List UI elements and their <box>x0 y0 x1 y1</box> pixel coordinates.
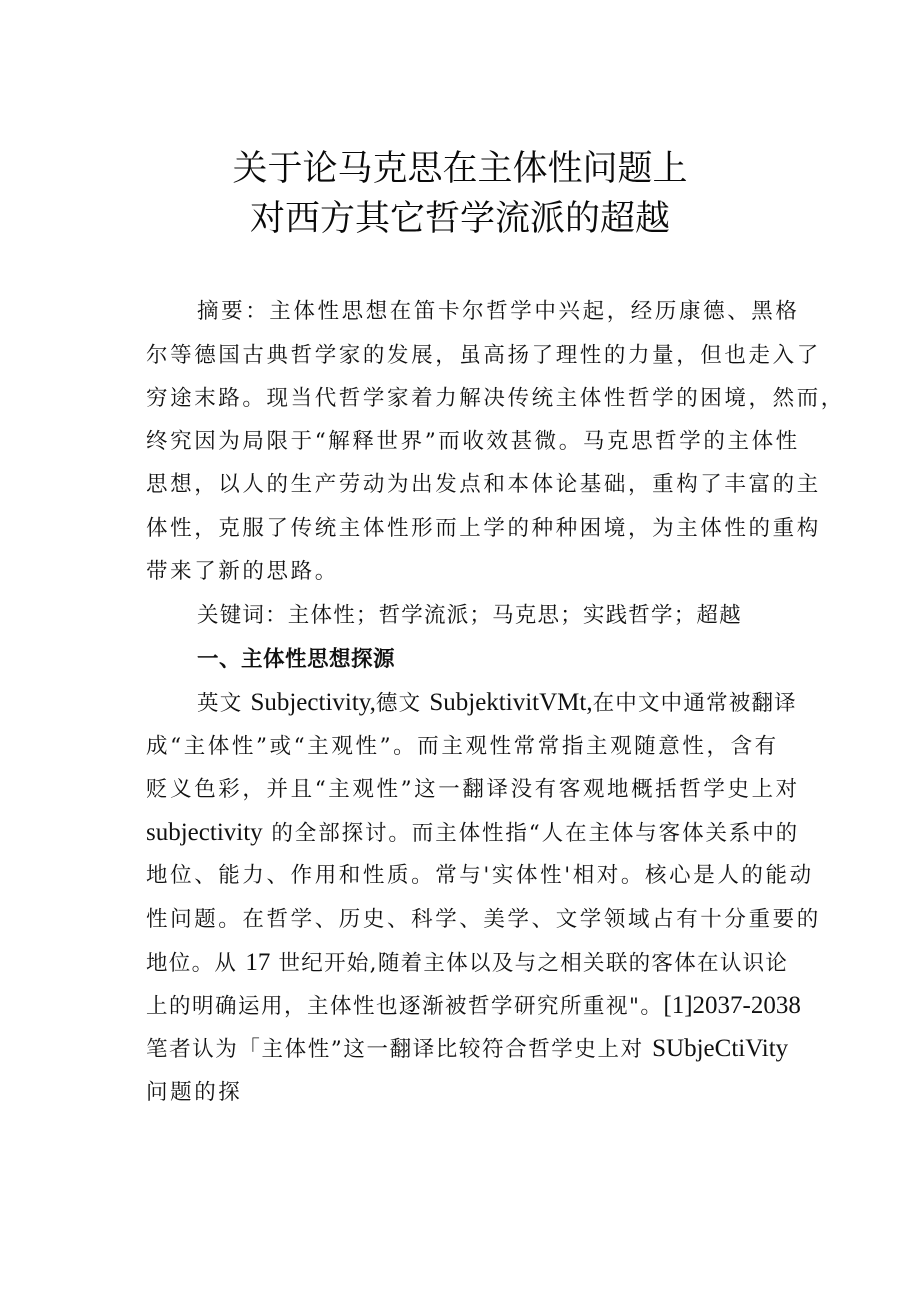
latin-term: SUbjeCtiVity <box>652 1035 789 1062</box>
body-text: 世纪开始,随着主体以及与之相关联的客体在认识论 <box>278 951 789 976</box>
abstract-line-7: 带来了新的思路。 <box>146 559 339 584</box>
body-text: 在中文中通常被翻译 <box>592 691 797 716</box>
abstract-line-3: 穷途末路。现当代哲学家着力解决传统主体性哲学的困境，然而， <box>146 386 845 411</box>
body-text: 笔者认为「主体性”这一翻译比较符合哲学史上对 <box>146 1037 644 1062</box>
latin-term: subjectivity <box>146 819 263 846</box>
body-text: 上的明确运用，主体性也逐渐被哲学研究所重视"。 <box>146 994 664 1019</box>
body-line-10: 问题的探 <box>146 1080 243 1105</box>
body-line-5: 地位、能力、作用和性质。常与'实体性'相对。核心是人的能动 <box>146 863 814 888</box>
section-heading: 一、主体性思想探源 <box>197 647 396 672</box>
body-line-6: 性问题。在哲学、历史、科学、美学、文学领域占有十分重要的 <box>146 907 821 932</box>
body-text: 的全部探讨。而主体性指“人在主体与客体关系中的 <box>271 821 800 846</box>
abstract-line-5: 思想，以人的生产劳动为出发点和本体论基础，重构了丰富的主 <box>146 472 821 497</box>
body-line-9 <box>146 1034 806 1065</box>
body-line-4 <box>146 818 806 849</box>
latin-term: SubjektivitVMt, <box>429 689 593 716</box>
citation: [1]2037-2038 <box>663 992 801 1019</box>
body-text: 德文 <box>375 691 422 716</box>
body-text: 地位。从 <box>146 951 238 976</box>
body-line-7 <box>146 948 806 979</box>
abstract-line-6: 体性，克服了传统主体性形而上学的种种困境，为主体性的重构 <box>146 516 821 541</box>
body-line-1 <box>197 688 806 719</box>
latin-number: 17 <box>245 949 271 976</box>
abstract-line-1: 摘要：主体性思想在笛卡尔哲学中兴起，经历康德、黑格 <box>197 299 800 324</box>
document-title-line-1: 关于论马克思在主体性问题上 <box>232 149 688 189</box>
body-line-2: 成“主体性”或“主观性”。而主观性常常指主观随意性，含有 <box>146 734 779 759</box>
body-line-8 <box>146 991 806 1022</box>
keywords-line: 关键词：主体性；哲学流派；马克思；实践哲学；超越 <box>197 603 742 628</box>
body-text: 英文 <box>197 691 243 716</box>
body-line-3: 贬义色彩，并且“主观性”这一翻译没有客观地概括哲学史上对 <box>146 777 800 802</box>
latin-term: Subjectivity, <box>250 689 376 716</box>
document-title-line-2: 对西方其它哲学流派的超越 <box>249 199 670 239</box>
abstract-line-2: 尔等德国古典哲学家的发展，虽高扬了理性的力量，但也走入了 <box>146 343 821 368</box>
abstract-line-4: 终究因为局限于“解释世界”而收效甚微。马克思哲学的主体性 <box>146 429 800 454</box>
